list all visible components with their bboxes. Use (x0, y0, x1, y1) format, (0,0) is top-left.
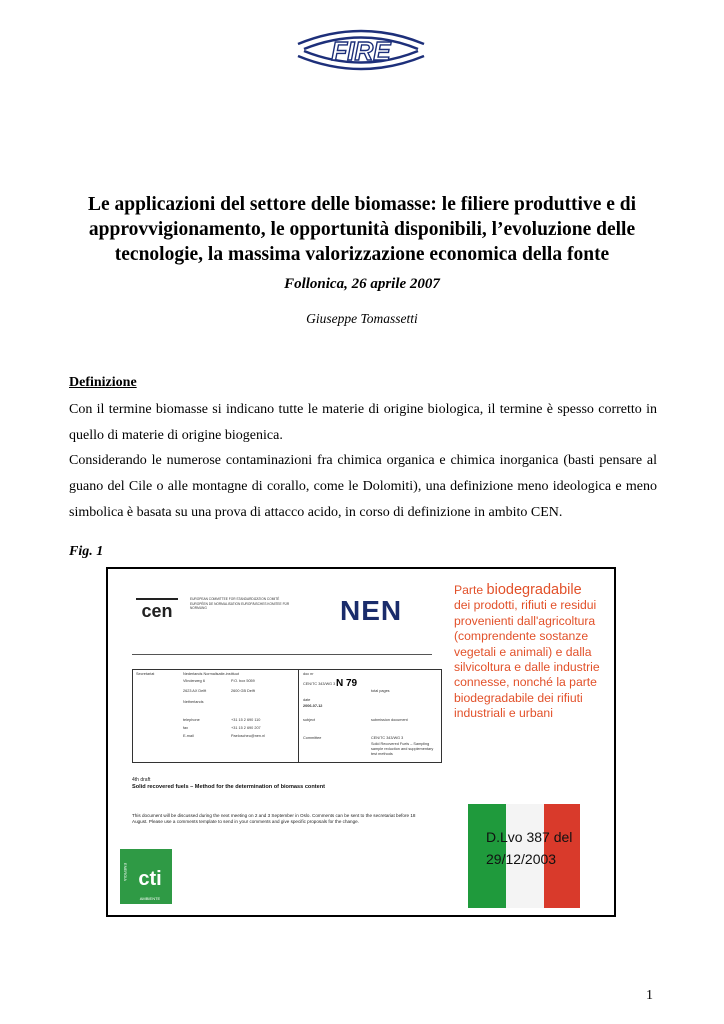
address-1: Vlinderweg 6 (183, 679, 205, 683)
bio-intro: Parte (454, 583, 484, 597)
committee-desc: Solid Recovered Fuels – Sampling sample reduction and supplementary test methods (371, 742, 434, 756)
fire-logo (292, 22, 430, 78)
date-value: 2006-07-12 (303, 704, 323, 708)
document-divider (132, 654, 432, 655)
biodegradable-definition (454, 583, 614, 722)
figure-label: Fig. 1 (69, 544, 104, 559)
bio-keyword: biodegradabile (486, 582, 582, 598)
doc-ref-value: CEN/TC 343/WG 3 (303, 682, 336, 686)
secretariat-org: Nederlands Normalisatie-instituut (183, 672, 239, 676)
fax-label: fax (183, 726, 189, 730)
discussion-text: This document will be discussed during the next meeting on 2 and 3 September in Oslo. Comments can be sent to the secretariat before 18 August. Please use a comments template to send in your comments and give specific proposals for the change. (132, 813, 416, 825)
committee-label: Committee (303, 736, 322, 740)
table-divider (298, 670, 299, 762)
svg-text:ENERGIA: ENERGIA (123, 863, 128, 882)
address-3: 2600 GB Delft (231, 689, 255, 693)
nen-logo: NEN (340, 595, 403, 626)
paragraph-1: Con il termine biomasse si indicano tutte le materie di origine biologica, il termine è spesso corretto in quello di materie di origine biogenica. (69, 402, 657, 443)
telephone-value: +31 15 2 690 110 (231, 718, 261, 722)
draft-label: 4th draft (132, 777, 151, 783)
document-title (70, 192, 654, 267)
telephone-label: telephone (183, 718, 200, 722)
svg-text:cen: cen (141, 601, 173, 621)
fax-value: +31 15 2 690 207 (231, 726, 261, 730)
page-number: 1 (646, 988, 653, 1003)
section-title: Definizione (69, 375, 137, 390)
document-info-table (132, 669, 442, 763)
date-label: date (303, 698, 311, 702)
italian-flag (468, 804, 580, 908)
logo-text: FIRE (331, 36, 391, 66)
cen-logo (132, 593, 182, 623)
cti-logo (120, 849, 172, 904)
draft-title: Solid recovered fuels – Method for the determination of biomass content (132, 784, 326, 790)
total-pages-label: total pages (371, 689, 390, 693)
doc-number: N 79 (336, 678, 358, 689)
subject-value: submission document (371, 718, 408, 722)
decree-line-1: D.Lvo 387 del (486, 829, 573, 845)
decree-text (486, 826, 586, 870)
title-line-1: Le applicazioni del settore delle biomasse: le filiere produttive e di (87, 194, 637, 215)
email-value: Paeloscheu@nen.nl (231, 734, 266, 738)
doc-ref-label: doc nr (303, 672, 314, 676)
title-line-3: tecnologie, la massima valorizzazione economica della fonte (114, 244, 610, 265)
place-date: Follonica, 26 aprile 2007 (284, 276, 440, 292)
svg-text:cti: cti (138, 868, 162, 890)
svg-text:AMBIENTE: AMBIENTE (139, 896, 161, 901)
decree-line-2: 29/12/2003 (486, 851, 557, 867)
address-2: 2623 AX Delft (183, 689, 207, 693)
subject-label: subject (303, 718, 316, 722)
cen-subtitle: EUROPEAN COMMITTEE FOR STANDARDIZATION COMITÉ EUROPÉEN DE NORMALISATION EUROPÄISCHES KOMITEE FÜR NORMUNG (190, 597, 290, 610)
paragraph-2: Considerando le numerose contaminazioni fra chimica organica e chimica inorganica (basti pensare al guano del Cile o alle montagne di corallo, come le Dolomiti), una definizione meno ideologica e meno simbolica è basata su una prova di attacco acido, in corso di definizione in ambito CEN. (69, 453, 657, 520)
committee-value: CEN/TC 343/WG 3 (371, 736, 404, 740)
figure-1 (106, 567, 616, 917)
email-label: E-mail (183, 734, 194, 738)
secretariat-label: Secretariat (136, 672, 155, 676)
author: Giuseppe Tomassetti (306, 311, 418, 326)
po-box: P.O. box 5059 (231, 679, 255, 683)
bio-rest: dei prodotti, rifiuti e residui provenienti dall'agricoltura (comprendente sostanze vegetali e animali) e dalla silvicoltura e dalle industrie connesse, nonché la parte biodegradabile dei rifiuti industriali e urbani (454, 598, 600, 721)
title-line-2: approvvigionamento, le opportunità disponibili, l’evoluzione delle (88, 219, 636, 240)
country: Netherlands (183, 700, 204, 704)
